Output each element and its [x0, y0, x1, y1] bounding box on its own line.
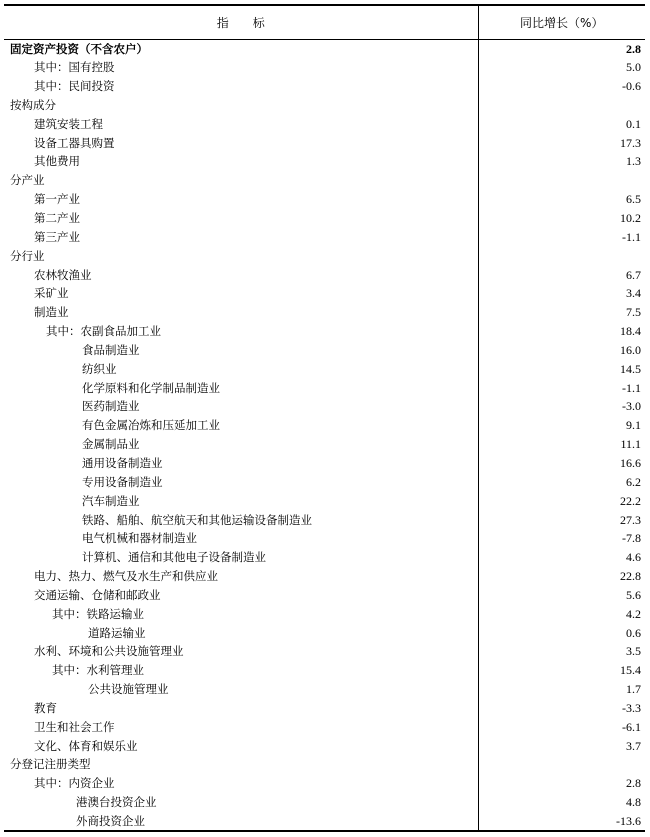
row-indicator-label	[4, 529, 478, 548]
table-row	[4, 246, 645, 265]
header-yoy-growth: 同比增长（%）	[478, 5, 645, 39]
row-indicator-label	[4, 510, 478, 529]
row-growth-value: 11.1	[478, 435, 645, 454]
table-row	[4, 341, 645, 360]
indicator-text: 有色金属冶炼和压延加工业	[82, 418, 220, 433]
row-indicator-label	[4, 567, 478, 586]
row-growth-value: -6.1	[478, 717, 645, 736]
row-indicator-label	[4, 133, 478, 152]
row-indicator-label	[4, 96, 478, 115]
table-row	[4, 265, 645, 284]
indicator-text: 电力、热力、燃气及水生产和供应业	[34, 569, 218, 584]
table-body	[4, 39, 645, 831]
table-row	[4, 661, 645, 680]
table-row	[4, 435, 645, 454]
indicator-text: 金属制品业	[82, 437, 140, 452]
indicator-text: 制造业	[34, 305, 69, 320]
row-growth-value: 6.7	[478, 265, 645, 284]
indicator-text: 其中：水利管理业	[52, 663, 144, 678]
row-indicator-label	[4, 303, 478, 322]
header-indicator: 指 标	[4, 5, 478, 39]
table-row	[4, 416, 645, 435]
row-growth-value: 22.2	[478, 491, 645, 510]
table-row	[4, 397, 645, 416]
table-row	[4, 604, 645, 623]
indicator-text: 其中：农副食品加工业	[46, 324, 161, 339]
indicator-text: 教育	[34, 700, 57, 715]
row-growth-value: 15.4	[478, 661, 645, 680]
table-row	[4, 322, 645, 341]
row-growth-value: 9.1	[478, 416, 645, 435]
row-indicator-label	[4, 152, 478, 171]
table-row	[4, 171, 645, 190]
table-row	[4, 77, 645, 96]
row-growth-value: 4.6	[478, 548, 645, 567]
row-growth-value: 4.2	[478, 604, 645, 623]
table-row	[4, 699, 645, 718]
indicator-text: 其他费用	[34, 154, 80, 169]
row-indicator-label	[4, 454, 478, 473]
table-row	[4, 190, 645, 209]
table-row	[4, 793, 645, 812]
indicator-text: 汽车制造业	[82, 493, 140, 508]
indicator-text: 化学原料和化学制品制造业	[82, 380, 220, 395]
row-indicator-label	[4, 548, 478, 567]
row-growth-value: 2.8	[478, 774, 645, 793]
table-row	[4, 58, 645, 77]
indicator-text: 卫生和社会工作	[34, 719, 115, 734]
indicator-text: 农林牧渔业	[34, 267, 92, 282]
table-row	[4, 548, 645, 567]
indicator-text: 通用设备制造业	[82, 455, 163, 470]
row-indicator-label	[4, 378, 478, 397]
row-growth-value: 17.3	[478, 133, 645, 152]
row-indicator-label	[4, 416, 478, 435]
table-row	[4, 510, 645, 529]
row-indicator-label	[4, 265, 478, 284]
row-growth-value: 16.6	[478, 454, 645, 473]
indicator-text: 公共设施管理业	[88, 682, 169, 697]
row-growth-value: 4.8	[478, 793, 645, 812]
row-growth-value: -1.1	[478, 378, 645, 397]
row-growth-value: 1.3	[478, 152, 645, 171]
indicator-text: 分登记注册类型	[10, 757, 91, 772]
row-growth-value: 3.7	[478, 736, 645, 755]
table-row	[4, 755, 645, 774]
row-indicator-label	[4, 793, 478, 812]
row-growth-value: 3.5	[478, 642, 645, 661]
indicator-text: 采矿业	[34, 286, 69, 301]
indicator-text: 第三产业	[34, 229, 80, 244]
indicator-text: 第二产业	[34, 211, 80, 226]
indicator-text: 设备工器具购置	[34, 135, 115, 150]
row-growth-value: -3.0	[478, 397, 645, 416]
indicator-text: 专用设备制造业	[82, 474, 163, 489]
indicator-text: 分产业	[10, 173, 45, 188]
row-growth-value: 5.0	[478, 58, 645, 77]
row-indicator-label	[4, 114, 478, 133]
row-growth-value: 5.6	[478, 585, 645, 604]
fixed-asset-investment-table	[4, 4, 645, 832]
table-row	[4, 736, 645, 755]
table-row	[4, 529, 645, 548]
row-indicator-label	[4, 58, 478, 77]
row-growth-value	[478, 246, 645, 265]
row-growth-value: 2.8	[478, 39, 645, 58]
row-indicator-label	[4, 699, 478, 718]
table-row	[4, 378, 645, 397]
table-row	[4, 96, 645, 115]
indicator-text: 其中：民间投资	[34, 79, 115, 94]
row-growth-value: 14.5	[478, 359, 645, 378]
row-indicator-label	[4, 755, 478, 774]
indicator-text: 纺织业	[82, 361, 117, 376]
row-indicator-label	[4, 341, 478, 360]
indicator-text: 分行业	[10, 248, 45, 263]
row-growth-value: 10.2	[478, 209, 645, 228]
row-indicator-label	[4, 171, 478, 190]
row-growth-value: -7.8	[478, 529, 645, 548]
indicator-text: 铁路、船舶、航空航天和其他运输设备制造业	[82, 512, 312, 527]
statistics-table-container	[4, 4, 645, 832]
row-indicator-label	[4, 623, 478, 642]
indicator-text: 其中：内资企业	[34, 776, 115, 791]
indicator-text: 交通运输、仓储和邮政业	[34, 587, 161, 602]
row-growth-value	[478, 96, 645, 115]
row-indicator-label	[4, 284, 478, 303]
row-indicator-label	[4, 209, 478, 228]
row-indicator-label	[4, 661, 478, 680]
indicator-text: 港澳台投资企业	[76, 795, 157, 810]
row-growth-value: 22.8	[478, 567, 645, 586]
table-row	[4, 774, 645, 793]
indicator-text: 计算机、通信和其他电子设备制造业	[82, 550, 266, 565]
indicator-text: 食品制造业	[82, 342, 140, 357]
row-growth-value: 27.3	[478, 510, 645, 529]
indicator-text: 按构成分	[10, 97, 56, 112]
header-row	[4, 5, 645, 39]
row-indicator-label	[4, 246, 478, 265]
row-indicator-label	[4, 642, 478, 661]
row-growth-value: 0.6	[478, 623, 645, 642]
row-growth-value: 0.1	[478, 114, 645, 133]
row-growth-value: 18.4	[478, 322, 645, 341]
row-indicator-label	[4, 472, 478, 491]
indicator-text: 医药制造业	[82, 399, 140, 414]
table-row	[4, 491, 645, 510]
row-growth-value: -13.6	[478, 812, 645, 831]
indicator-text: 电气机械和器材制造业	[82, 531, 197, 546]
indicator-text: 文化、体育和娱乐业	[34, 738, 138, 753]
table-row	[4, 717, 645, 736]
row-indicator-label	[4, 604, 478, 623]
table-row	[4, 472, 645, 491]
indicator-text: 建筑安装工程	[34, 116, 103, 131]
row-indicator-label	[4, 491, 478, 510]
table-row	[4, 454, 645, 473]
row-growth-value	[478, 171, 645, 190]
row-indicator-label	[4, 397, 478, 416]
row-indicator-label	[4, 717, 478, 736]
row-indicator-label	[4, 435, 478, 454]
table-header	[4, 5, 645, 39]
row-indicator-label	[4, 736, 478, 755]
row-growth-value: 7.5	[478, 303, 645, 322]
table-row	[4, 227, 645, 246]
row-growth-value: -0.6	[478, 77, 645, 96]
table-row	[4, 812, 645, 831]
indicator-text: 外商投资企业	[76, 813, 145, 828]
table-row	[4, 642, 645, 661]
indicator-text: 其中：国有控股	[34, 60, 115, 75]
indicator-text: 道路运输业	[88, 625, 146, 640]
row-growth-value	[478, 755, 645, 774]
table-row	[4, 39, 645, 58]
row-indicator-label	[4, 190, 478, 209]
table-row	[4, 585, 645, 604]
row-indicator-label	[4, 774, 478, 793]
row-indicator-label	[4, 227, 478, 246]
table-row	[4, 359, 645, 378]
row-growth-value: 3.4	[478, 284, 645, 303]
row-indicator-label	[4, 322, 478, 341]
row-growth-value: -3.3	[478, 699, 645, 718]
indicator-text: 第一产业	[34, 192, 80, 207]
row-indicator-label	[4, 359, 478, 378]
table-row	[4, 152, 645, 171]
indicator-text: 其中：铁路运输业	[52, 606, 144, 621]
row-indicator-label	[4, 39, 478, 58]
indicator-text: 固定资产投资（不含农户）	[10, 41, 148, 56]
row-growth-value: -1.1	[478, 227, 645, 246]
row-indicator-label	[4, 585, 478, 604]
row-indicator-label	[4, 680, 478, 699]
table-row	[4, 133, 645, 152]
table-row	[4, 303, 645, 322]
table-row	[4, 114, 645, 133]
row-indicator-label	[4, 77, 478, 96]
row-indicator-label	[4, 812, 478, 831]
table-row	[4, 680, 645, 699]
table-row	[4, 284, 645, 303]
row-growth-value: 16.0	[478, 341, 645, 360]
indicator-text: 水利、环境和公共设施管理业	[34, 644, 184, 659]
row-growth-value: 6.5	[478, 190, 645, 209]
table-row	[4, 623, 645, 642]
table-row	[4, 567, 645, 586]
table-row	[4, 209, 645, 228]
row-growth-value: 6.2	[478, 472, 645, 491]
row-growth-value: 1.7	[478, 680, 645, 699]
